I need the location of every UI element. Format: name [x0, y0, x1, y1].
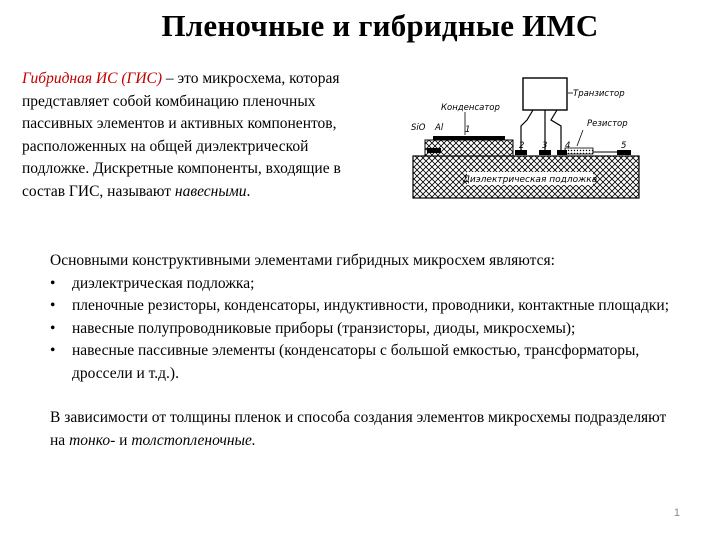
label-al: Al — [435, 123, 444, 133]
main-content — [50, 250, 670, 452]
bullet: • — [50, 274, 56, 292]
num-4: 4 — [565, 141, 571, 151]
transistor-leads — [521, 110, 561, 150]
page-number: 1 — [673, 507, 680, 519]
num-1: 1 — [465, 125, 471, 135]
element-list — [50, 273, 670, 386]
bullet: • — [50, 297, 56, 314]
intro-text: это микросхема, которая представляет собой комбинацию пленочных пассивных элементов и активных компонентов, расположенных на общей диэлектрической подложке. Дискретные компоненты, входящие в состав ГИС, называют — [22, 70, 341, 200]
intro-dash: – — [162, 70, 178, 87]
intro-end: . — [246, 182, 251, 200]
label-capacitor: Конденсатор — [441, 103, 500, 113]
transistor-body — [523, 78, 567, 110]
intro-paragraph — [22, 68, 362, 203]
thickness-paragraph: В зависимости от толщины пленок и способа создания элементов микросхемы подразделяют на тонко- и толстопленочные. — [50, 409, 667, 449]
list-item: • диэлектрическая подложка; — [50, 273, 670, 296]
bullet: • — [50, 319, 56, 337]
intro-emphasis: навесными — [174, 182, 247, 200]
lead-text: Основными конструктивными элементами гибридных микросхем являются: — [50, 252, 555, 269]
thick-film-term: толстопленочные. — [131, 431, 256, 449]
num-5: 5 — [621, 141, 627, 151]
label-sio: SiO — [411, 123, 426, 133]
bullet: • — [50, 342, 56, 359]
capacitor-plate — [433, 136, 505, 140]
substrate-label: Диэлектрическая подложка — [462, 175, 598, 185]
list-item: • навесные полупроводниковые приборы (транзисторы, диоды, микросхемы); — [50, 318, 670, 341]
num-3: 3 — [542, 141, 548, 151]
term-gis: Гибридная ИС (ГИС) — [22, 70, 163, 87]
list-item: • пленочные резисторы, конденсаторы, индуктивности, проводники, контактные площадки; — [50, 295, 670, 318]
list-item: • навесные пассивные элементы (конденсаторы с большой емкостью, трансформаторы, дроссели и т.д.). — [50, 342, 640, 382]
page-title: Пленочные и гибридные ИМС — [161, 8, 599, 43]
label-transistor: Транзистор — [573, 89, 625, 99]
thin-film-term: тонко- — [69, 431, 116, 449]
label-resistor: Резистор — [587, 119, 628, 129]
num-2: 2 — [519, 141, 525, 151]
hybrid-ic-diagram — [405, 68, 645, 208]
